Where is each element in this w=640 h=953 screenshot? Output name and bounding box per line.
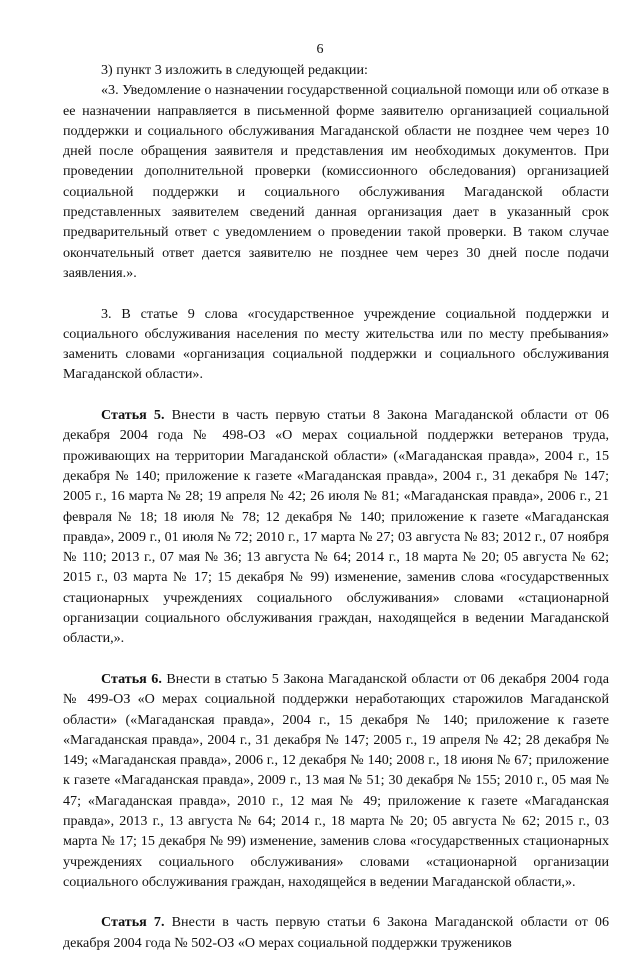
- article-7: [63, 912, 609, 953]
- article-6-text: Внести в статью 5 Закона Магаданской области от 06 декабря 2004 года № 499-ОЗ «О мерах социальной поддержки неработающих старожилов Магаданской области» («Магаданская правда», 2004 г., 15 декабря № 140; приложение к газете «Магаданская правда», 2004 г., 31 декабря № 147; 2005 г., 19 апреля № 42; 28 декабря № 149; «Магаданская правда», 2006 г., 12 декабря № 140; 2008 г., 18 июня № 67; приложение к газете «Магаданская правда», 2009 г., 13 мая № 51; 30 декабря № 155; 2010 г., 05 мая № 47; «Магаданская правда», 2010 г., 12 мая № 49; приложение к газете «Магаданская правда», 2013 г., 13 августа № 64; 2014 г., 18 марта № 20; 05 августа № 62; 2015 г., 03 марта № 17; 15 декабря № 99) изменение, заменив слова «государственных стационарных учреждениях социального обслуживания» словами «стационарной организации социального обслуживания граждан, находящейся в ведении Магаданской области,».: [63, 670, 609, 890]
- article-5-title: Статья 5.: [101, 407, 165, 424]
- article-5-text: Внести в часть первую статьи 8 Закона Магаданской области от 06 декабря 2004 года № 498-ОЗ «О мерах социальной поддержки ветеранов труда, проживающих на территории Магаданской области» («Магаданская правда», 2004 г., 15 декабря № 140; приложение к газете «Магаданская правда», 2004 г., 31 декабря № 147; 2005 г., 16 марта № 28; 19 апреля № 42; 26 июля № 81; «Магаданская правда», 2006 г., 21 февраля № 18; 18 июля № 78; 12 декабря № 140; приложение к газете «Магаданская правда», 2009 г., 01 июля № 72; 2010 г., 17 марта № 27; 03 августа № 83; 2012 г., 07 ноября № 110; 2013 г., 07 мая № 36; 13 августа № 64; 2014 г., 18 марта № 20; 05 августа № 62; 2015 г., 03 марта № 17; 15 декабря № 99) изменение, заменив слова «государственных стационарных учреждениях социального обслуживания» словами «стационарной организации социального обслуживания граждан, находящейся в ведении Магаданской области,».: [63, 407, 609, 647]
- article-6: [63, 669, 609, 892]
- page-number: 6: [316, 42, 324, 57]
- article-6-title: Статья 6.: [101, 670, 162, 687]
- paragraph-gap: [63, 649, 609, 669]
- item-3-text: «3. Уведомление о назначении государственной социальной помощи или об отказе в ее назначении направляется в письменной форме заявителю организацией социальной поддержки и социального обслуживания Магаданской области не позднее чем через 10 дней после обращения заявителя и представления им необходимых документов. При проведении дополнительной проверки (комиссионного обследования) организацией социальной поддержки и социального обслуживания Магаданской области представленных заявителем сведений данная организация дает в указанный срок предварительный ответ с уведомлением о проведении такой проверки. В таком случае окончательный ответ дается заявителю не позднее чем через 30 дней после подачи заявления.».: [63, 82, 609, 281]
- document-body: [63, 60, 609, 953]
- item-3-intro: 3) пункт 3 изложить в следующей редакции:: [101, 62, 368, 78]
- article-5: [63, 405, 609, 649]
- article-7-title: Статья 7.: [101, 914, 165, 931]
- paragraph-article-9: 3. В статье 9 слова «государственное учреждение социальной поддержки и социального обслуживания населения по месту жительства или по месту пребывания» заменить словами «организация социальной поддержки и социального обслуживания Магаданской области».: [63, 305, 609, 383]
- paragraph-gap: [63, 283, 609, 303]
- article-7-text: Внести в часть первую статьи 6 Закона Магаданской области от 06 декабря 2004 года № 502-ОЗ «О мерах социальной поддержки тружеников: [63, 914, 609, 951]
- paragraph-gap: [63, 385, 609, 405]
- paragraph-gap: [63, 892, 609, 912]
